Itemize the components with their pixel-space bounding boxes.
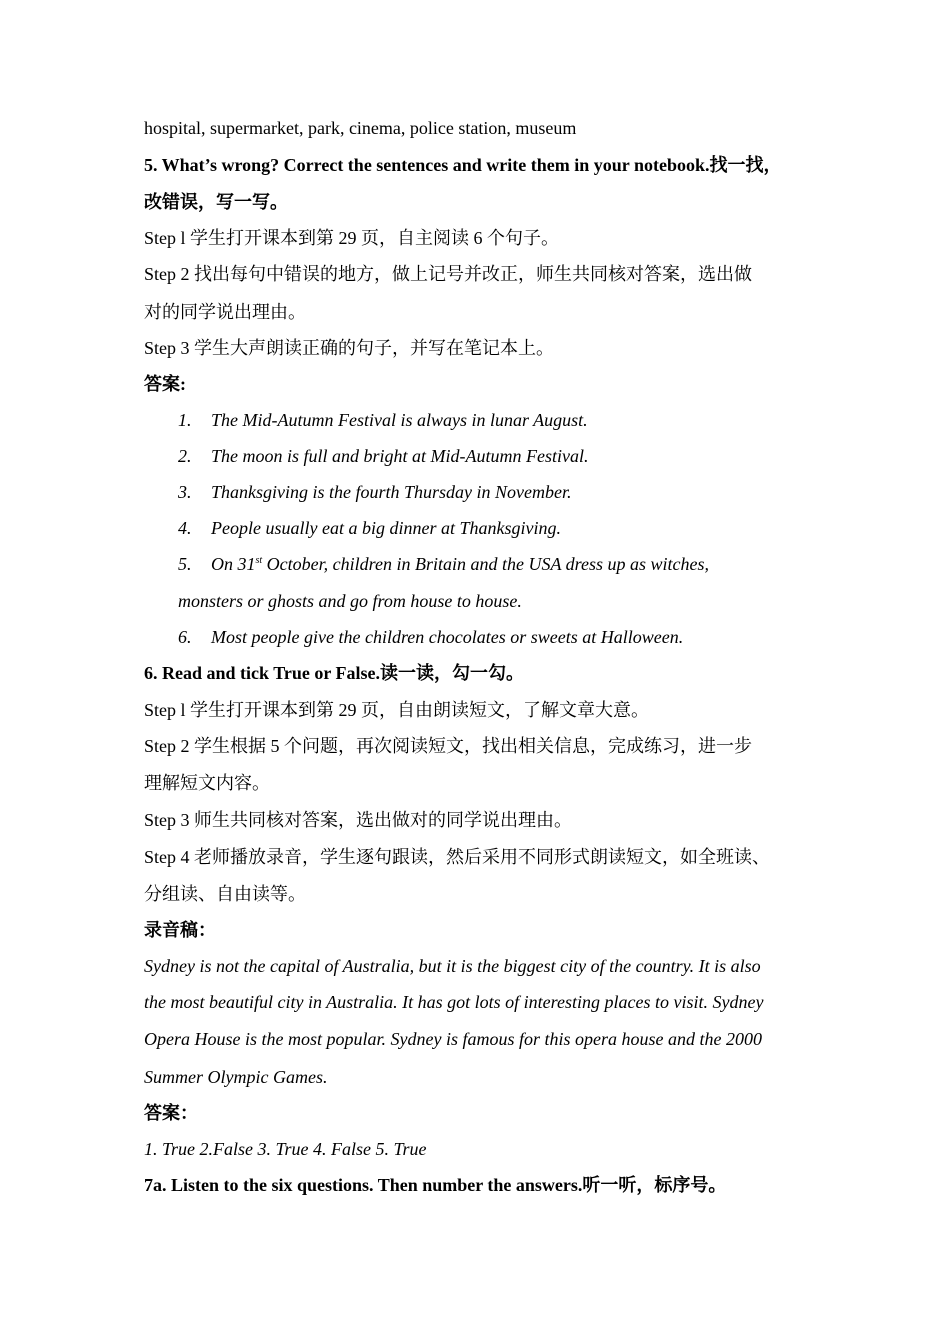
vocabulary-line: hospital, supermarket, park, cinema, police station, museum [144, 118, 577, 138]
section5-heading-line1: 5. What’s wrong? Correct the sentences and write them in your notebook.找一找， [144, 155, 782, 175]
transcript-line: Summer Olympic Games. [144, 1067, 328, 1087]
answer-text: The moon is full and bright at Mid-Autumn Festival. [211, 446, 589, 466]
answer-number: 5. [178, 554, 192, 574]
answer-item [178, 444, 588, 468]
answer-text: Most people give the children chocolates or sweets at Halloween. [211, 627, 684, 647]
section7a-heading: 7a. Listen to the six questions. Then number the answers.听一听，标序号。 [144, 1175, 727, 1195]
answer-text: People usually eat a big dinner at Thanksgiving. [211, 518, 561, 538]
answer-number: 1. [178, 410, 192, 430]
answer-number: 4. [178, 518, 192, 538]
ordinal-suffix: st [255, 555, 263, 566]
section6-step1: Step l 学生打开课本到第 29 页，自由朗读短文，了解文章大意。 [144, 700, 649, 720]
section5-step3: Step 3 学生大声朗读正确的句子，并写在笔记本上。 [144, 338, 554, 358]
section5-step2-line1: Step 2 找出每句中错误的地方，做上记号并改正，师生共同核对答案，选出做 [144, 264, 752, 284]
answer-number: 2. [178, 446, 192, 466]
answer-item-continuation [178, 589, 522, 613]
answer-text-pre: On 31 [211, 554, 256, 574]
section6-step4-line1: Step 4 老师播放录音，学生逐句跟读，然后采用不同形式朗读短文，如全班读、 [144, 847, 770, 867]
section6-heading: 6. Read and tick True or False.读一读，勾一勾。 [144, 663, 525, 683]
section6-step2-line2: 理解短文内容。 [144, 773, 270, 793]
transcript-line: Sydney is not the capital of Australia, but it is the biggest city of the country. It is also [144, 956, 761, 976]
answer-item [178, 552, 709, 576]
section6-step4-line2: 分组读、自由读等。 [144, 884, 306, 904]
transcript-label: 录音稿： [144, 920, 216, 940]
answer-number: 6. [178, 627, 192, 647]
answer-text: The Mid-Autumn Festival is always in lunar August. [211, 410, 588, 430]
transcript-line: the most beautiful city in Australia. It has got lots of interesting places to visit. Sydney [144, 992, 764, 1012]
answer-item [178, 516, 561, 540]
answer-item [178, 408, 588, 432]
section6-answers: 1. True 2.False 3. True 4. False 5. True [144, 1139, 427, 1159]
answer-text-post: October, children in Britain and the USA dress up as witches, [262, 554, 709, 574]
section6-step2-line1: Step 2 学生根据 5 个问题，再次阅读短文，找出相关信息，完成练习，进一步 [144, 736, 752, 756]
answer-item [178, 480, 572, 504]
transcript-line: Opera House is the most popular. Sydney is famous for this opera house and the 2000 [144, 1029, 762, 1049]
section5-step2-line2: 对的同学说出理由。 [144, 302, 306, 322]
section5-answers-label: 答案: [144, 374, 186, 394]
answer-number: 3. [178, 482, 192, 502]
answer-text: Thanksgiving is the fourth Thursday in November. [211, 482, 572, 502]
answer-text: monsters or ghosts and go from house to house. [178, 591, 522, 611]
answer-item [178, 625, 683, 649]
section5-step1: Step l 学生打开课本到第 29 页，自主阅读 6 个句子。 [144, 228, 560, 248]
section6-answers-label: 答案： [144, 1103, 198, 1123]
section6-step3: Step 3 师生共同核对答案，选出做对的同学说出理由。 [144, 810, 572, 830]
section5-heading-line2: 改错误，写一写。 [144, 192, 288, 212]
